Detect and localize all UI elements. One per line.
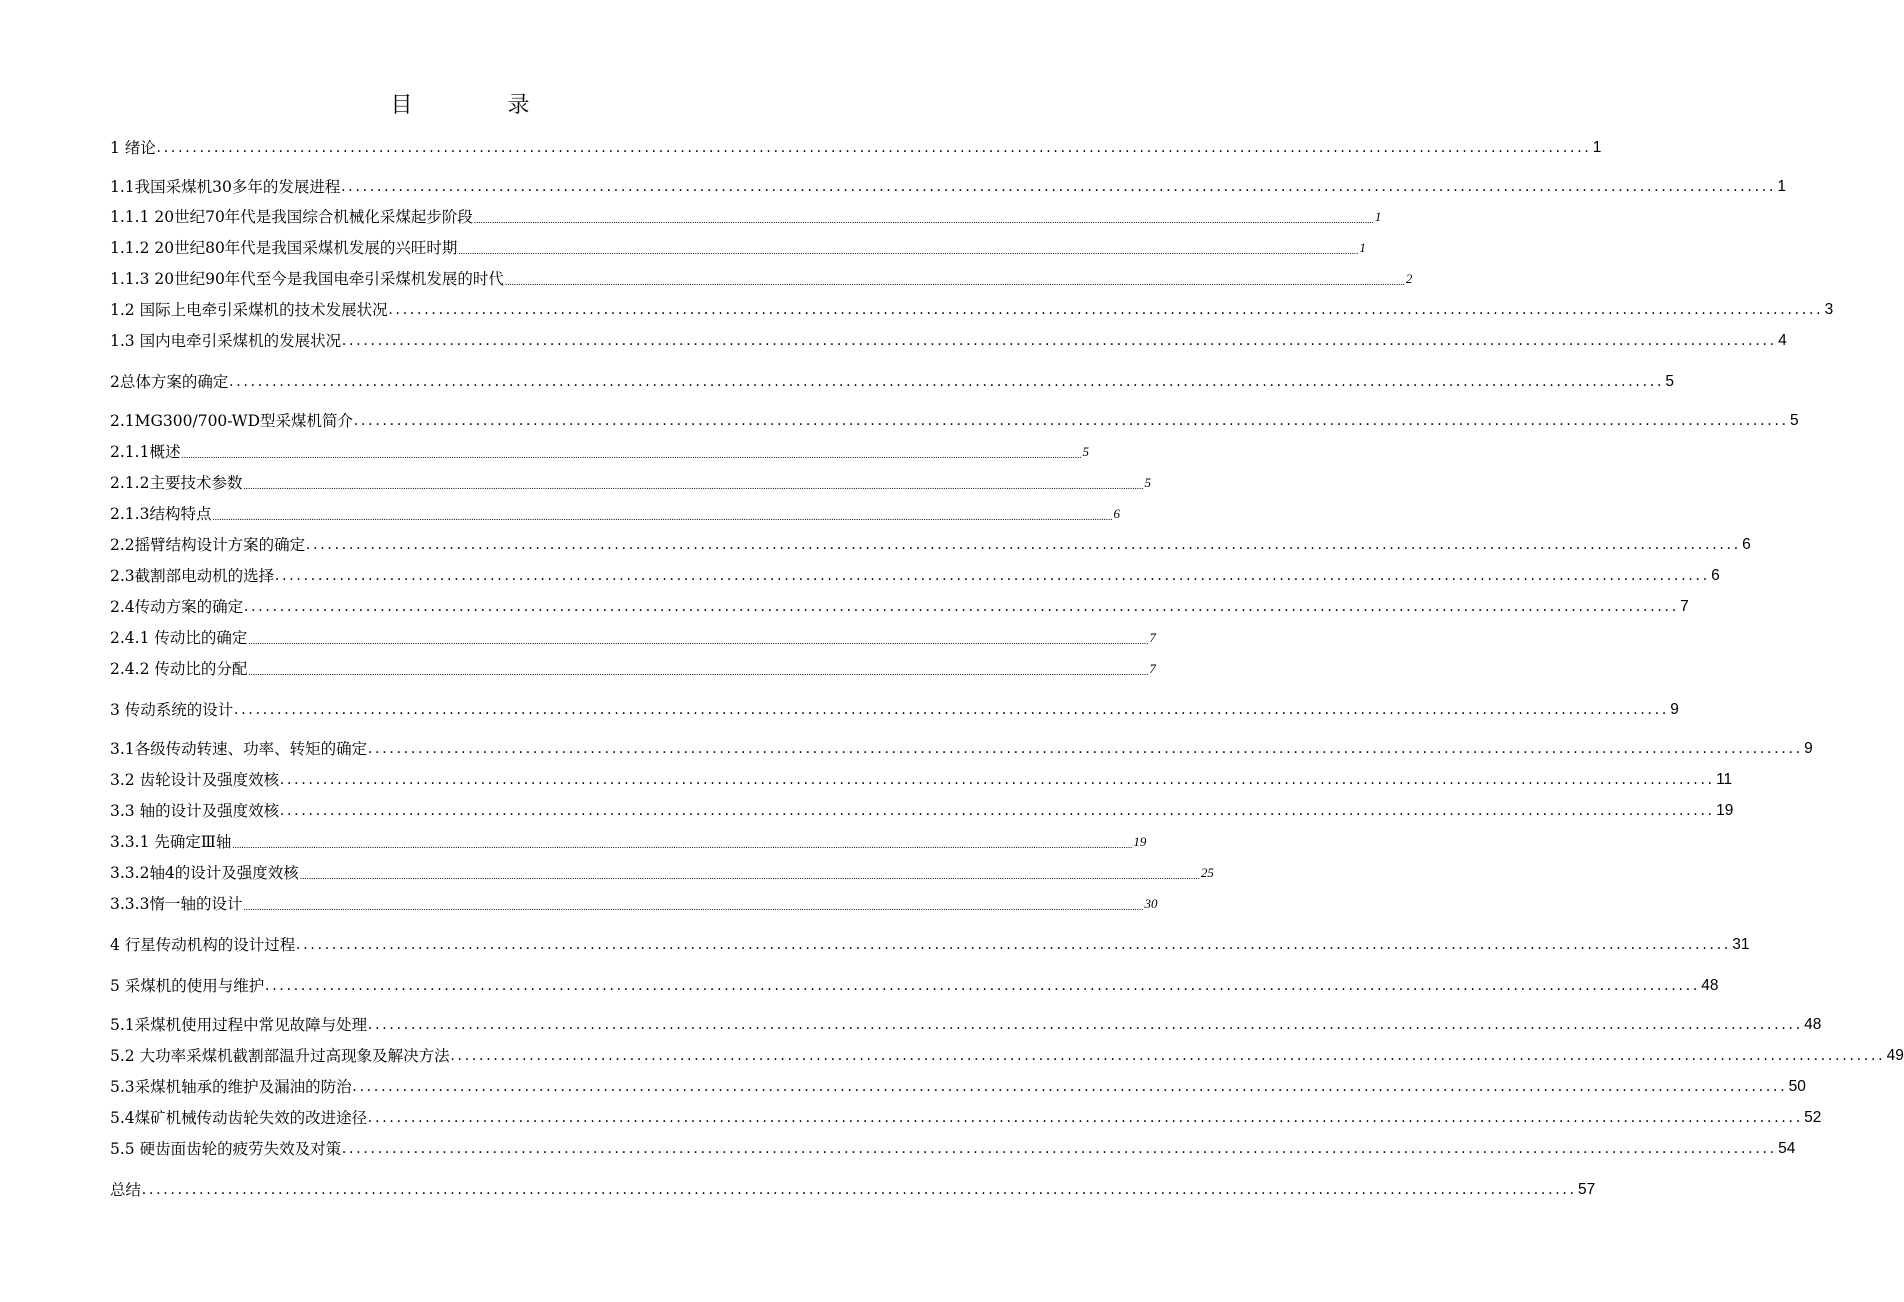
toc-entry[interactable] [110,891,1158,915]
toc-page-number: 1 [1374,209,1382,224]
toc-entry-label: 3.3 轴的设计及强度效核 [110,802,280,820]
toc-entry[interactable] [110,235,1366,259]
toc-entry[interactable] [110,369,1674,393]
toc-entry-label: 5.2 大功率采煤机截割部温升过高现象及解决方法 [110,1047,450,1065]
toc-page-number: 5 [1665,373,1674,390]
toc-entry[interactable] [110,736,1813,760]
toc-entry-label: 1.1.2 20世纪80年代是我国采煤机发展的兴旺时期 [110,239,458,257]
toc-entry[interactable] [110,328,1787,352]
toc-entry-label: 2.1.3结构特点 [110,505,212,523]
toc-entry-label: 2.1MG300/700-WD型采煤机简介 [110,412,354,430]
toc-dot-leader: ........................................................................................................................................................................................................ [341,178,1777,195]
toc-entry[interactable] [110,135,1602,159]
toc-entry[interactable] [110,1012,1822,1036]
toc-page-number: 1 [1359,240,1366,255]
toc-entry[interactable] [110,594,1689,618]
toc-dot-leader: ........................................................................................................................................................................................................ [354,412,1790,429]
toc-dot-leader: ........................................................................................................................................................................................................ [450,1047,1886,1064]
toc-dot-leader: ........................................................................................................................................................................................................ [280,771,1716,788]
toc-entry[interactable] [110,1043,1904,1067]
toc-entry-label: 5.4煤矿机械传动齿轮失效的改进途径 [110,1109,368,1127]
toc-page-number: 6 [1113,506,1120,521]
toc-entry[interactable] [110,1105,1822,1129]
toc-page-number: 6 [1742,536,1751,553]
toc-dot-leader: ................................................................................................................................................................................................................................................................................................................................................................................................................ [212,512,1113,522]
toc-entry-label: 1.2 国际上电牵引采煤机的技术发展状况 [110,301,388,319]
toc-page-number: 9 [1670,701,1679,718]
toc-entry-label: 3 传动系统的设计 [110,701,234,719]
toc-entry[interactable] [110,439,1089,463]
toc-entry-label: 2.1.2主要技术参数 [110,474,243,492]
toc-entry[interactable] [110,697,1679,721]
toc-page-number: 19 [1133,834,1147,849]
toc-entry[interactable] [110,932,1750,956]
toc-dot-leader: ........................................................................................................................................................................................................ [368,1109,1804,1126]
toc-entry[interactable] [110,1177,1596,1201]
toc-page-number: 4 [1778,332,1787,349]
toc-dot-leader: ................................................................................................................................................................................................................................................................................................................................................................................................................ [243,481,1144,491]
toc-dot-leader: ........................................................................................................................................................................................................ [352,1078,1788,1095]
toc-dot-leader: ........................................................................................................................................................................................................ [342,332,1778,349]
toc-dot-leader: ................................................................................................................................................................................................................................................................................................................................................................................................................ [181,450,1082,460]
toc-page-number: 49 [1886,1047,1904,1064]
toc-dot-leader: ................................................................................................................................................................................................................................................................................................................................................................................................................ [504,277,1405,287]
toc-dot-leader: ........................................................................................................................................................................................................ [265,977,1701,994]
toc-entry[interactable] [110,297,1834,321]
toc-page-number: 25 [1200,865,1214,880]
toc-page-number: 2 [1405,271,1413,286]
toc-page-number: 48 [1804,1016,1822,1033]
toc-entry[interactable] [110,829,1147,853]
toc-dot-leader: ........................................................................................................................................................................................................ [244,598,1680,615]
toc-entry-label: 2.4传动方案的确定 [110,598,244,616]
toc-dot-leader: ................................................................................................................................................................................................................................................................................................................................................................................................................ [473,215,1374,225]
toc-dot-leader: ........................................................................................................................................................................................................ [275,567,1711,584]
toc-entry-label: 1.3 国内电牵引采煤机的发展状况 [110,332,342,350]
toc-page-number: 3 [1824,301,1834,318]
toc-page-number: 19 [1716,802,1734,819]
toc-dot-leader: ................................................................................................................................................................................................................................................................................................................................................................................................................ [248,667,1149,677]
toc-page-number: 54 [1778,1140,1796,1157]
toc-entry-label: 5 采煤机的使用与维护 [110,977,265,995]
toc-entry-label: 2.2摇臂结构设计方案的确定 [110,536,306,554]
toc-entry[interactable] [110,470,1151,494]
toc-dot-leader: ........................................................................................................................................................................................................ [156,139,1592,156]
toc-dot-leader: ................................................................................................................................................................................................................................................................................................................................................................................................................ [243,902,1144,912]
toc-page-number: 57 [1578,1181,1596,1198]
toc-entry[interactable] [110,656,1156,680]
toc-entry-label: 2.1.1概述 [110,443,181,461]
toc-page-number: 1 [1592,139,1602,156]
toc-dot-leader: ........................................................................................................................................................................................................ [234,701,1670,718]
toc-entry[interactable] [110,174,1786,198]
toc-dot-leader: ........................................................................................................................................................................................................ [280,802,1716,819]
toc-dot-leader: ........................................................................................................................................................................................................ [296,936,1732,953]
toc-dot-leader: ........................................................................................................................................................................................................ [368,740,1804,757]
toc-entry-label: 3.3.3惰一轴的设计 [110,895,243,913]
toc-page-number: 31 [1732,936,1750,953]
toc-dot-leader: ........................................................................................................................................................................................................ [342,1140,1778,1157]
toc-entry[interactable] [110,408,1799,432]
toc-page-number: 7 [1149,661,1156,676]
toc-entry[interactable] [110,563,1720,587]
toc-entry[interactable] [110,204,1382,228]
toc-page-number: 30 [1144,896,1158,911]
toc-dot-leader: ........................................................................................................................................................................................................ [142,1181,1578,1198]
toc-dot-leader: ........................................................................................................................................................................................................ [368,1016,1804,1033]
toc-entry-label: 2总体方案的确定 [110,373,229,391]
toc-entry-label: 1.1.3 20世纪90年代至今是我国电牵引采煤机发展的时代 [110,270,504,288]
toc-entry[interactable] [110,798,1734,822]
toc-page-number: 5 [1144,475,1151,490]
toc-entry-label: 3.2 齿轮设计及强度效核 [110,771,280,789]
toc-entry-label: 5.1采煤机使用过程中常见故障与处理 [110,1016,368,1034]
toc-entry-label: 总结 [110,1181,142,1199]
toc-page-number: 5 [1082,444,1089,459]
toc-page-number: 7 [1149,630,1156,645]
toc-dot-leader: ................................................................................................................................................................................................................................................................................................................................................................................................................ [248,636,1149,646]
toc-entry-label: 3.3.1 先确定Ⅲ轴 [110,833,232,851]
toc-dot-leader: ........................................................................................................................................................................................................ [388,301,1824,318]
toc-entry-label: 1.1我国采煤机30多年的发展进程 [110,178,341,196]
toc-entry[interactable] [110,501,1120,525]
toc-page-number: 6 [1711,567,1720,584]
toc-dot-leader: ................................................................................................................................................................................................................................................................................................................................................................................................................ [299,871,1200,881]
toc-entry-label: 2.4.2 传动比的分配 [110,660,248,678]
toc-page-number: 5 [1790,412,1799,429]
toc-page-number: 50 [1788,1078,1806,1095]
toc-entry[interactable] [110,860,1214,884]
toc-page-number: 48 [1701,977,1719,994]
toc-entry-label: 1.1.1 20世纪70年代是我国综合机械化采煤起步阶段 [110,208,473,226]
toc-entry-label: 4 行星传动机构的设计过程 [110,936,296,954]
toc-entry-label: 3.3.2轴4的设计及强度效核 [110,864,299,882]
toc-entry[interactable] [110,973,1719,997]
toc-entry-label: 5.3采煤机轴承的维护及漏油的防治 [110,1078,352,1096]
toc-page-number: 52 [1804,1109,1822,1126]
toc-entry[interactable] [110,532,1751,556]
toc-page-number: 1 [1777,178,1786,195]
toc-dot-leader: ................................................................................................................................................................................................................................................................................................................................................................................................................ [232,840,1133,850]
toc-title: 目 录 [390,93,574,118]
toc-entry[interactable] [110,625,1156,649]
toc-page-number: 7 [1680,598,1689,615]
toc-entry[interactable] [110,1136,1796,1160]
toc-entry[interactable] [110,1074,1806,1098]
toc-page-number: 11 [1716,771,1733,788]
toc-entry-label: 1 绪论 [110,139,156,157]
toc-dot-leader: ........................................................................................................................................................................................................ [229,373,1665,390]
toc-entry-label: 3.1各级传动转速、功率、转矩的确定 [110,740,368,758]
toc-entry[interactable] [110,767,1733,791]
toc-entry-label: 2.4.1 传动比的确定 [110,629,248,647]
toc-entry-label: 2.3截割部电动机的选择 [110,567,275,585]
toc-dot-leader: ................................................................................................................................................................................................................................................................................................................................................................................................................ [458,246,1359,256]
toc-entry-label: 5.5 硬齿面齿轮的疲劳失效及对策 [110,1140,342,1158]
toc-dot-leader: ........................................................................................................................................................................................................ [306,536,1742,553]
toc-page-number: 9 [1804,740,1813,757]
toc-entry[interactable] [110,266,1413,290]
